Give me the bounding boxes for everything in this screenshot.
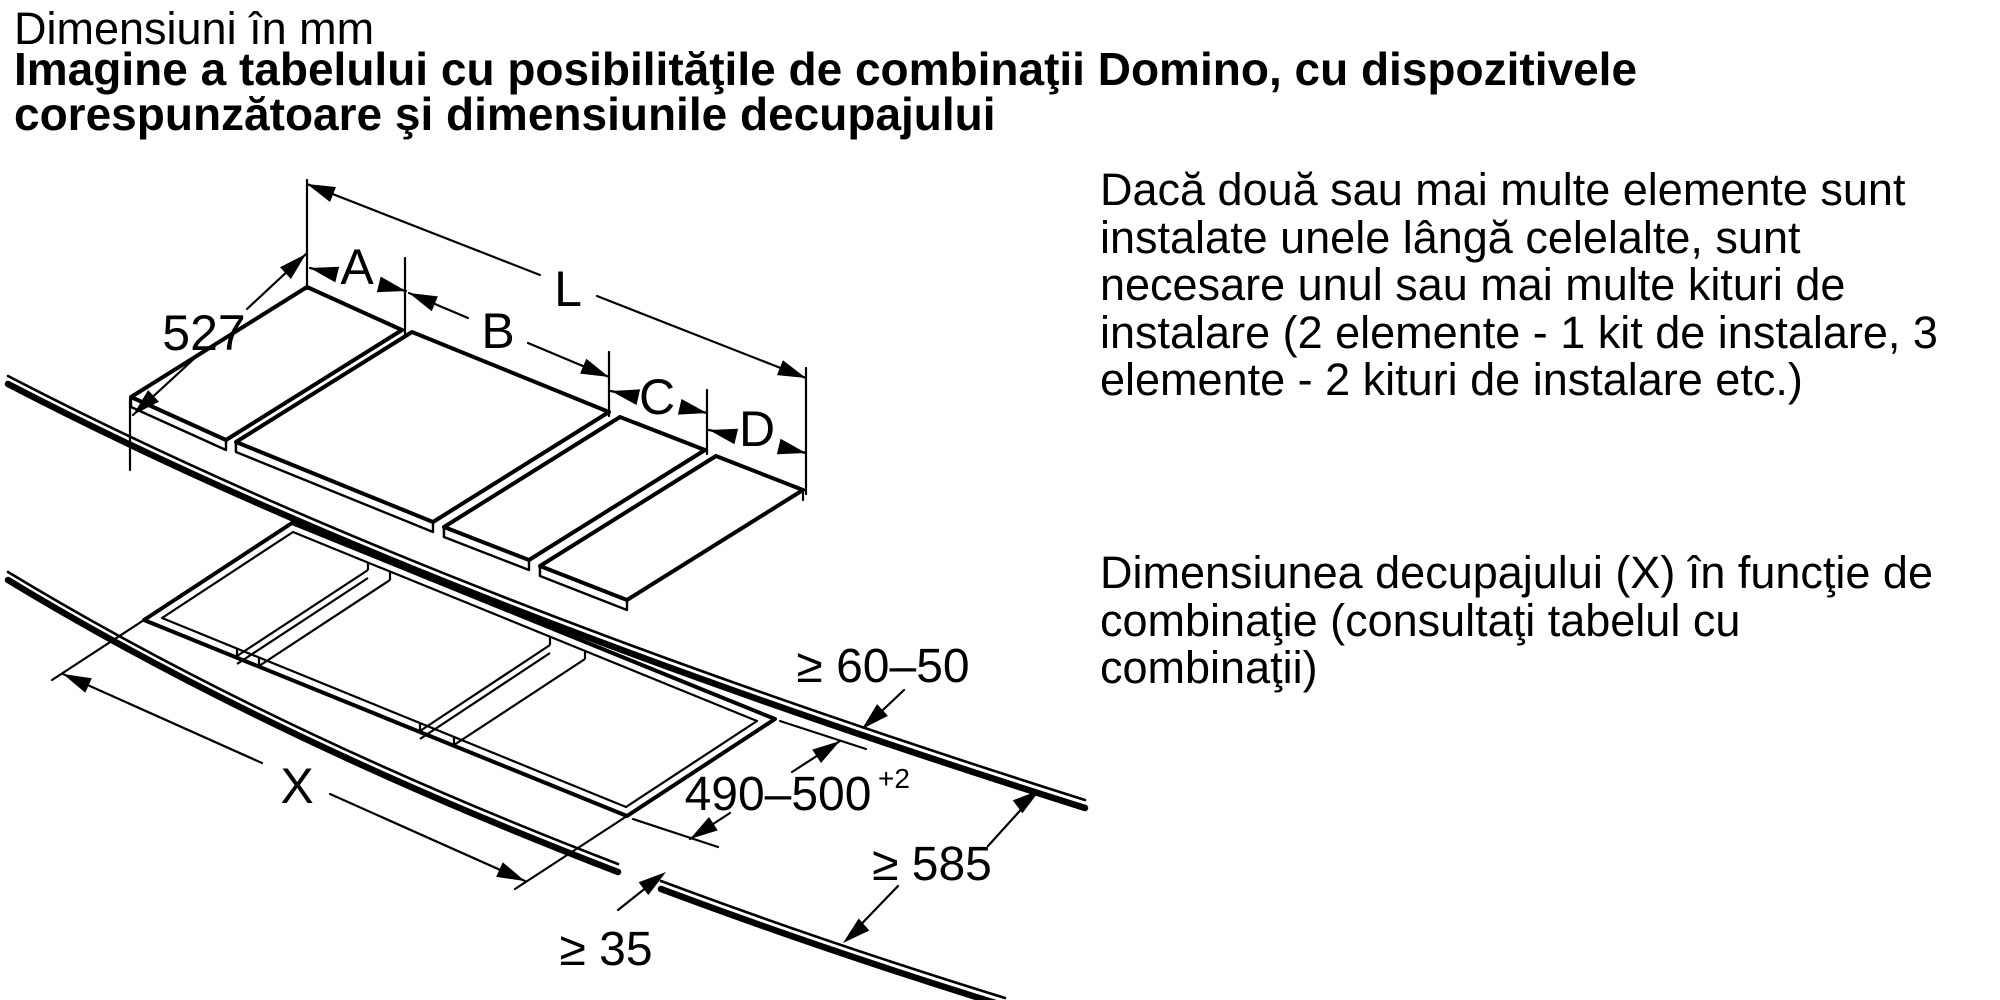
label-module-b: B: [481, 303, 515, 359]
dimension-D: [709, 401, 806, 457]
label-module-d: D: [738, 401, 776, 457]
paragraph-line: Dacă două sau mai multe elemente sunt: [1100, 164, 1906, 215]
label-front-clearance: ≥ 35: [559, 923, 653, 976]
label-cutout-depth-tolerance: +2: [878, 763, 910, 794]
label-module-a: A: [340, 239, 374, 295]
dimension-front-clearance: [559, 872, 666, 976]
paragraph-line: combinaţii): [1100, 642, 1318, 693]
label-module-c: C: [638, 369, 676, 425]
cutout-crossbar-1: [237, 562, 390, 666]
label-worktop-depth: ≥ 585: [872, 838, 992, 891]
figure-title-line2: corespunzătoare şi dimensiunile decupajului: [14, 88, 996, 140]
units-note: Dimensiuni în mm: [14, 3, 375, 54]
paragraph-line: combinaţie (consultaţi tabelul cu: [1100, 594, 1741, 646]
label-depth-527: 527: [162, 305, 246, 361]
info-paragraph-cutout: [1100, 549, 1933, 692]
cutout-crossbar-2: [420, 637, 585, 745]
paragraph-line: necesare unul sau mai multe kituri de: [1100, 259, 1846, 310]
label-back-clearance: ≥ 60–50: [796, 640, 970, 693]
label-cutout-depth: 490–500: [684, 768, 872, 821]
dimension-C: [611, 369, 707, 425]
paragraph-line: Dimensiunea decupajului (X) în funcţie de: [1100, 547, 1933, 598]
dimension-X: [63, 674, 525, 881]
label-total-length: L: [554, 261, 582, 317]
dimension-back-clearance: [796, 640, 969, 729]
paragraph-line: elemente - 2 kituri de instalare etc.): [1100, 354, 1803, 405]
paragraph-line: instalate unele lângă celelalte, sunt: [1100, 211, 1801, 263]
info-paragraph-kits: [1100, 166, 1938, 404]
dimension-worktop-depth: [843, 790, 1040, 943]
figure-title-line1: Imagine a tabelului cu posibilităţile de combinaţii Domino, cu dispozitivele: [14, 43, 1638, 95]
paragraph-line: instalare (2 elemente - 1 kit de instalare, 3: [1100, 306, 1938, 358]
label-cutout-length: X: [280, 758, 314, 814]
dimension-A: [310, 239, 406, 295]
